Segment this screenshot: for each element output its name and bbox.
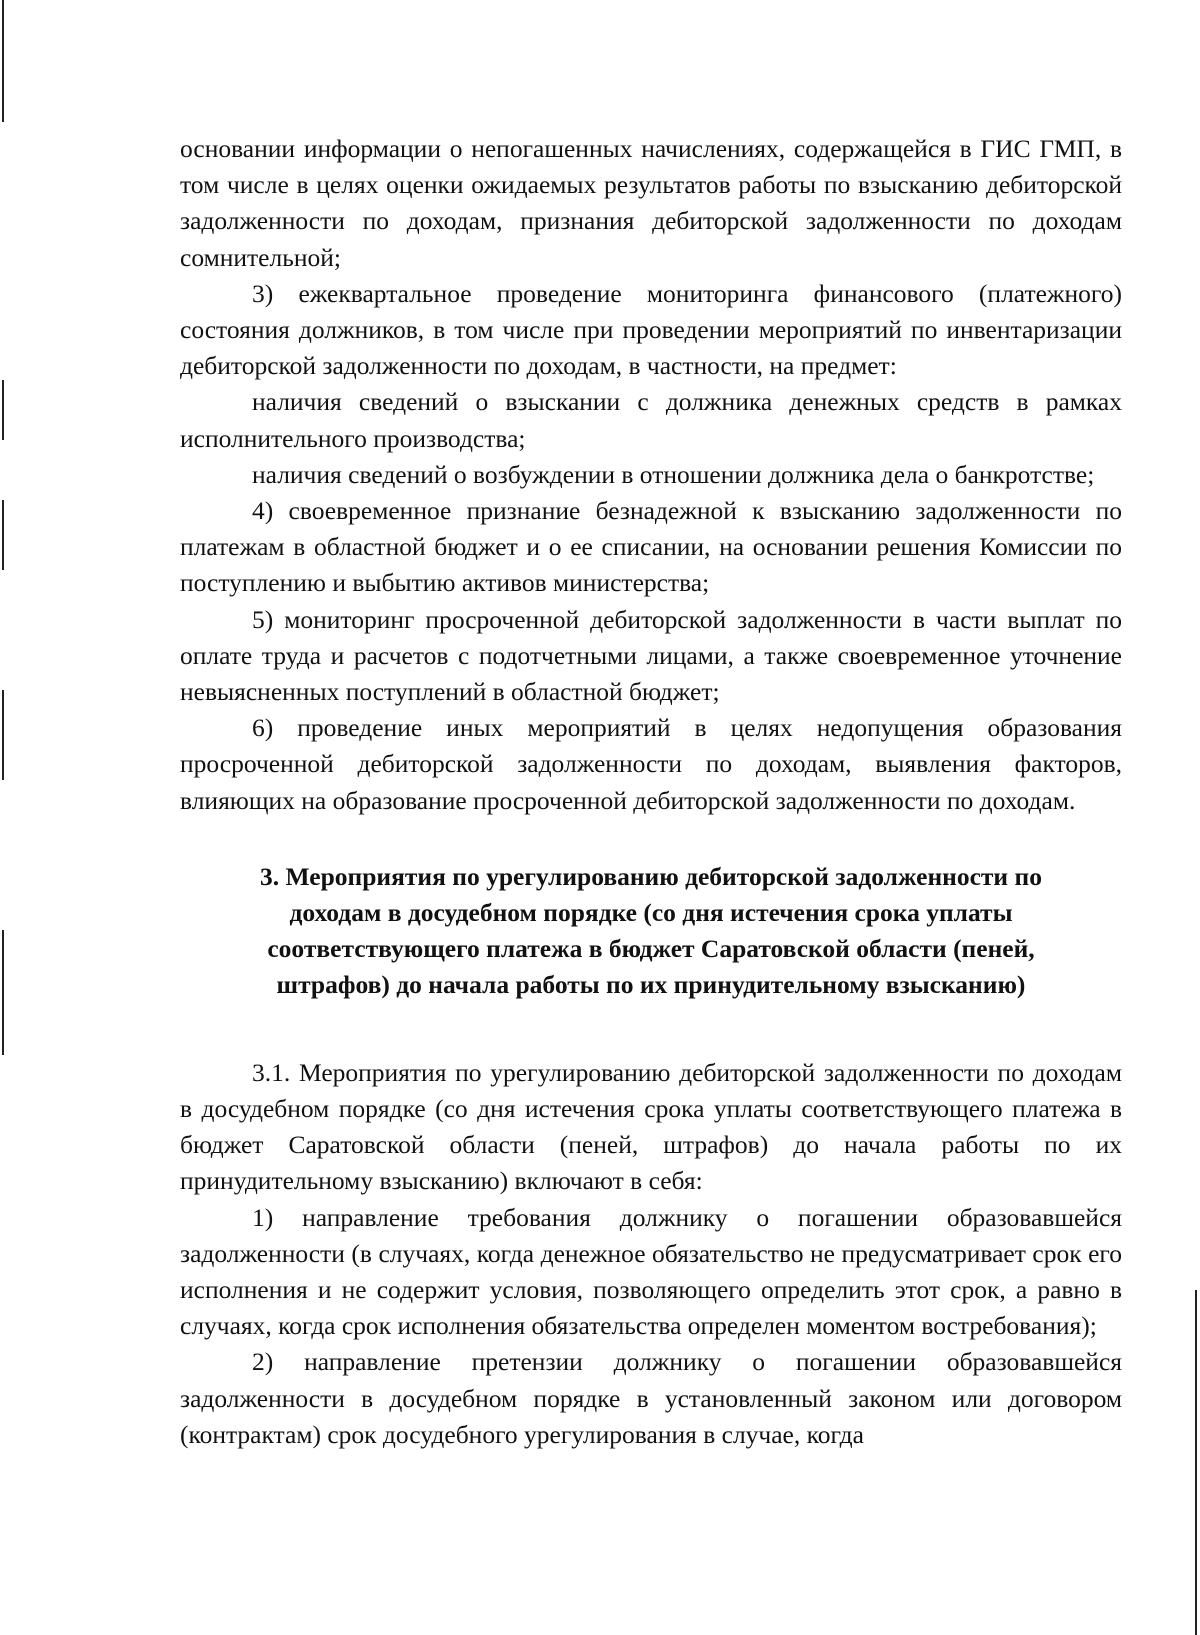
- scan-edge-mark: [1195, 1290, 1197, 1635]
- scan-edge-mark: [2, 380, 4, 440]
- scan-edge-mark: [2, 0, 4, 122]
- paragraph: 5) мониторинг просроченной дебиторской задолженности в части выплат по оплате труда и расчетов с подотчетными лицами, а также своевременное уточнение невыясненных поступлений в областной бюджет;: [180, 604, 1122, 707]
- paragraph: 2) направление претензии должнику о погашении образовавшейся задолженности в досудебном порядке в установленный законом или договором (контрактам) срок досудебного урегулирования в случае, когда: [180, 1347, 1122, 1449]
- paragraph: 6) проведение иных мероприятий в целях недопущения образования просроченной дебиторской задолженности по доходам, выявления факторов, влияющих на образование просроченной дебиторской задолженности по доходам.: [180, 713, 1122, 815]
- paragraph: 3.1. Мероприятия по урегулированию дебиторской задолженности по доходам в досудебном порядке (со дня истечения срока уплаты соответствующего платежа в бюджет Саратовской области (пеней, штрафов) до начала работы по их принудительному взысканию) включают в себя:: [180, 1057, 1122, 1196]
- section-heading: 3. Мероприятия по урегулированию дебиторской задолженности по доходам в досудебном порядке (со дня истечения срока уплаты соответствующего платежа в бюджет Саратовской области (пеней, штрафов) до начала работы по их принудительному взысканию): [260, 861, 1042, 999]
- paragraph: наличия сведений о взыскании с должника денежных средств в рамках исполнительного производства;: [180, 387, 1122, 453]
- paragraph: 1) направление требования должнику о погашении образовавшейся задолженности (в случаях, когда денежное обязательство не предусматривает срок его исполнения и не содержит условия, позволяющего определить этот срок, а равно в случаях, когда срок исполнения обязательства определен моментом востребования);: [180, 1202, 1122, 1341]
- paragraphs-bottom: [180, 1055, 1122, 1453]
- paragraph: 4) своевременное признание безнадежной к взысканию задолженности по платежам в областной бюджет и о ее списании, на основании решения Комиссии по поступлению и выбытию активов министерства;: [180, 496, 1122, 598]
- paragraph: наличия сведений о возбуждении в отношении должника дела о банкротстве;: [252, 459, 1095, 489]
- paragraph: основании информации о непогашенных начислениях, содержащейся в ГИС ГМП, в том числе в целях оценки ожидаемых результатов работы по взысканию дебиторской задолженности по доходам, признания дебиторской задолженности по доходам сомнительной;: [180, 134, 1122, 272]
- scan-edge-mark: [2, 690, 4, 780]
- document-page: [180, 131, 1122, 1453]
- paragraphs-top: [180, 131, 1122, 819]
- scan-edge-mark: [2, 500, 4, 570]
- paragraph: 3) ежеквартальное проведение мониторинга финансового (платежного) состояния должников, в том числе при проведении мероприятий по инвентаризации дебиторской задолженности по доходам, в частности, на предмет:: [180, 278, 1122, 381]
- scan-edge-mark: [2, 930, 4, 1055]
